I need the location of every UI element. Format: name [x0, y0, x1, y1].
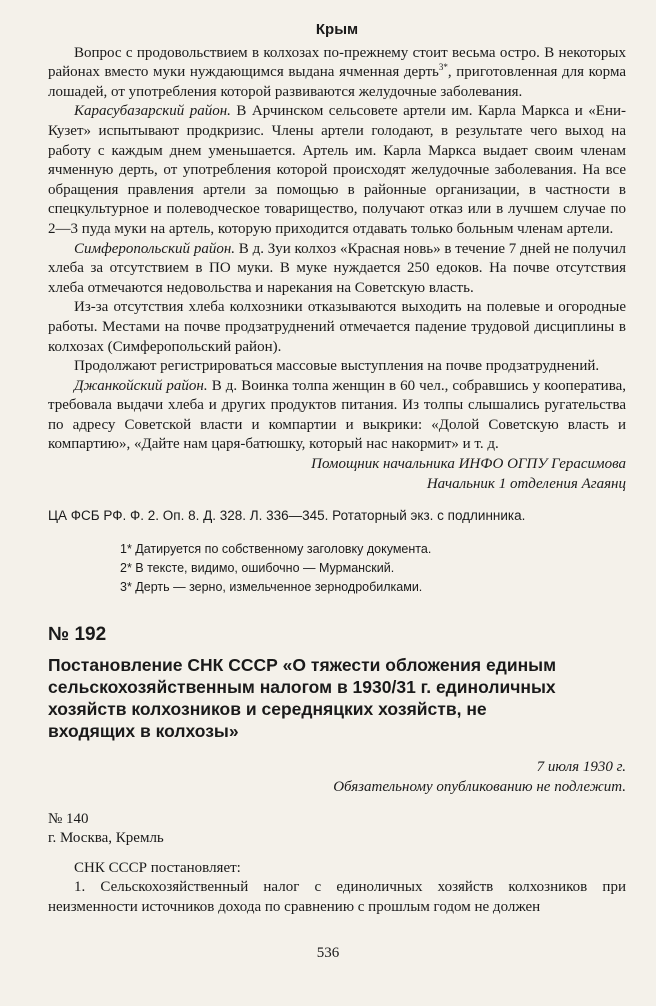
document-date: 7 июля 1930 г.: [536, 759, 626, 776]
document-page: [48, 18, 626, 918]
place: г. Москва, Кремль: [48, 830, 164, 847]
refuse-paragraph: Из-за отсутствия хлеба колхозники отказываются выходить на полевые и огородные работы. Местами на почве продзатруднений отмечается падение трудовой дисциплины в колхозах (Симферопольский район).: [48, 299, 626, 355]
footnote: 2* В тексте, видимо, ошибочно — Мурманский.: [120, 560, 395, 575]
order-number: № 140: [48, 810, 89, 827]
district-label: Симферопольский район.: [74, 240, 236, 257]
signature-line: Начальник 1 отделения Агаянц: [426, 475, 626, 492]
district-text: В д. Воинка толпа женщин в 60 чел., собравшись у кооператива, требовала выдачи хлеба и других продуктов питания. Из толпы слышались ругательства по адресу Советской власти и компартии и выкрики: «Долой Советскую власть и компартию», «Дайте нам царя-батюшку, который нас накормит» и т. д.: [48, 377, 626, 453]
continue-paragraph: Продолжают регистрироваться массовые выступления на почве продзатруднений.: [74, 358, 600, 375]
footnote-ref: 3*: [438, 62, 448, 73]
karasubazar-paragraph: [48, 102, 626, 239]
footnote: 3* Дерть — зерно, измельченное зернодробилками.: [120, 579, 423, 594]
intro-paragraph: [48, 44, 626, 103]
intro-text-end: , приготовленная для корма лошадей, от употребления которой развиваются желудочные заболевания.: [48, 64, 627, 100]
footnotes: [120, 540, 626, 597]
clause-1: 1. Сельскохозяйственный налог с единоличных хозяйств колхозников при неизменности источников дохода по сравнению с прошлым годом не должен: [48, 879, 626, 915]
dzhankoy-paragraph: [48, 377, 626, 455]
district-text: В д. Зуи колхоз «Красная новь» в течение 7 дней не получил хлеба за отсутствием в ПО муки. В муке нуждается 250 едоков. На почве отсутствия хлеба отмечаются недовольства и нарекания на Советскую власть.: [48, 240, 626, 296]
signature-line: Помощник начальника ИНФО ОГПУ Герасимова: [311, 456, 626, 473]
archive-reference: ЦА ФСБ РФ. Ф. 2. Оп. 8. Д. 328. Л. 336—345. Ротаторный экз. с подлинника.: [48, 508, 526, 524]
region-heading: Крым: [315, 21, 359, 38]
district-text: В Арчинском сельсовете артели им. Карла Маркса и «Ени-Кузет» испытывают продкризис. Члены артели голодают, в результате чего выход на работу с каждым днем уменьшается. Артель им. Карла Маркса выдает своим членам ячменную дерть, от употребления которой происходят желудочные заболевания. На все обращения правления артели за помощью в районные организации, в частности в спецкультурное и полеводческое товарищество, получают отказ или в лучшем случае по 2—3 пуда муки на артель, которую приходится отдавать только больным членам артели.: [48, 103, 626, 237]
district-label: Карасубазарский район.: [74, 103, 231, 120]
publication-status: Обязательному опубликованию не подлежит.: [333, 779, 626, 796]
document-title: Постановление СНК СССР «О тяжести обложения единым сельскохозяйственным налогом в 1930/31 г. единоличных хозяйств колхозников и середняцких хозяйств, не входящих в колхозы»: [48, 655, 557, 742]
district-label: Джанкойский район.: [74, 377, 208, 394]
resolves-line: СНК СССР постановляет:: [74, 859, 241, 876]
footnote: 1* Датируется по собственному заголовку документа.: [120, 541, 432, 556]
page-number: 536: [316, 945, 340, 961]
document-number: № 192: [48, 623, 107, 645]
simferopol-paragraph: [48, 240, 626, 299]
intro-text: Вопрос с продовольствием в колхозах по-прежнему стоит весьма остро. В некоторых районах вместо муки нуждающимся выдана ячменная дерть: [48, 44, 626, 81]
